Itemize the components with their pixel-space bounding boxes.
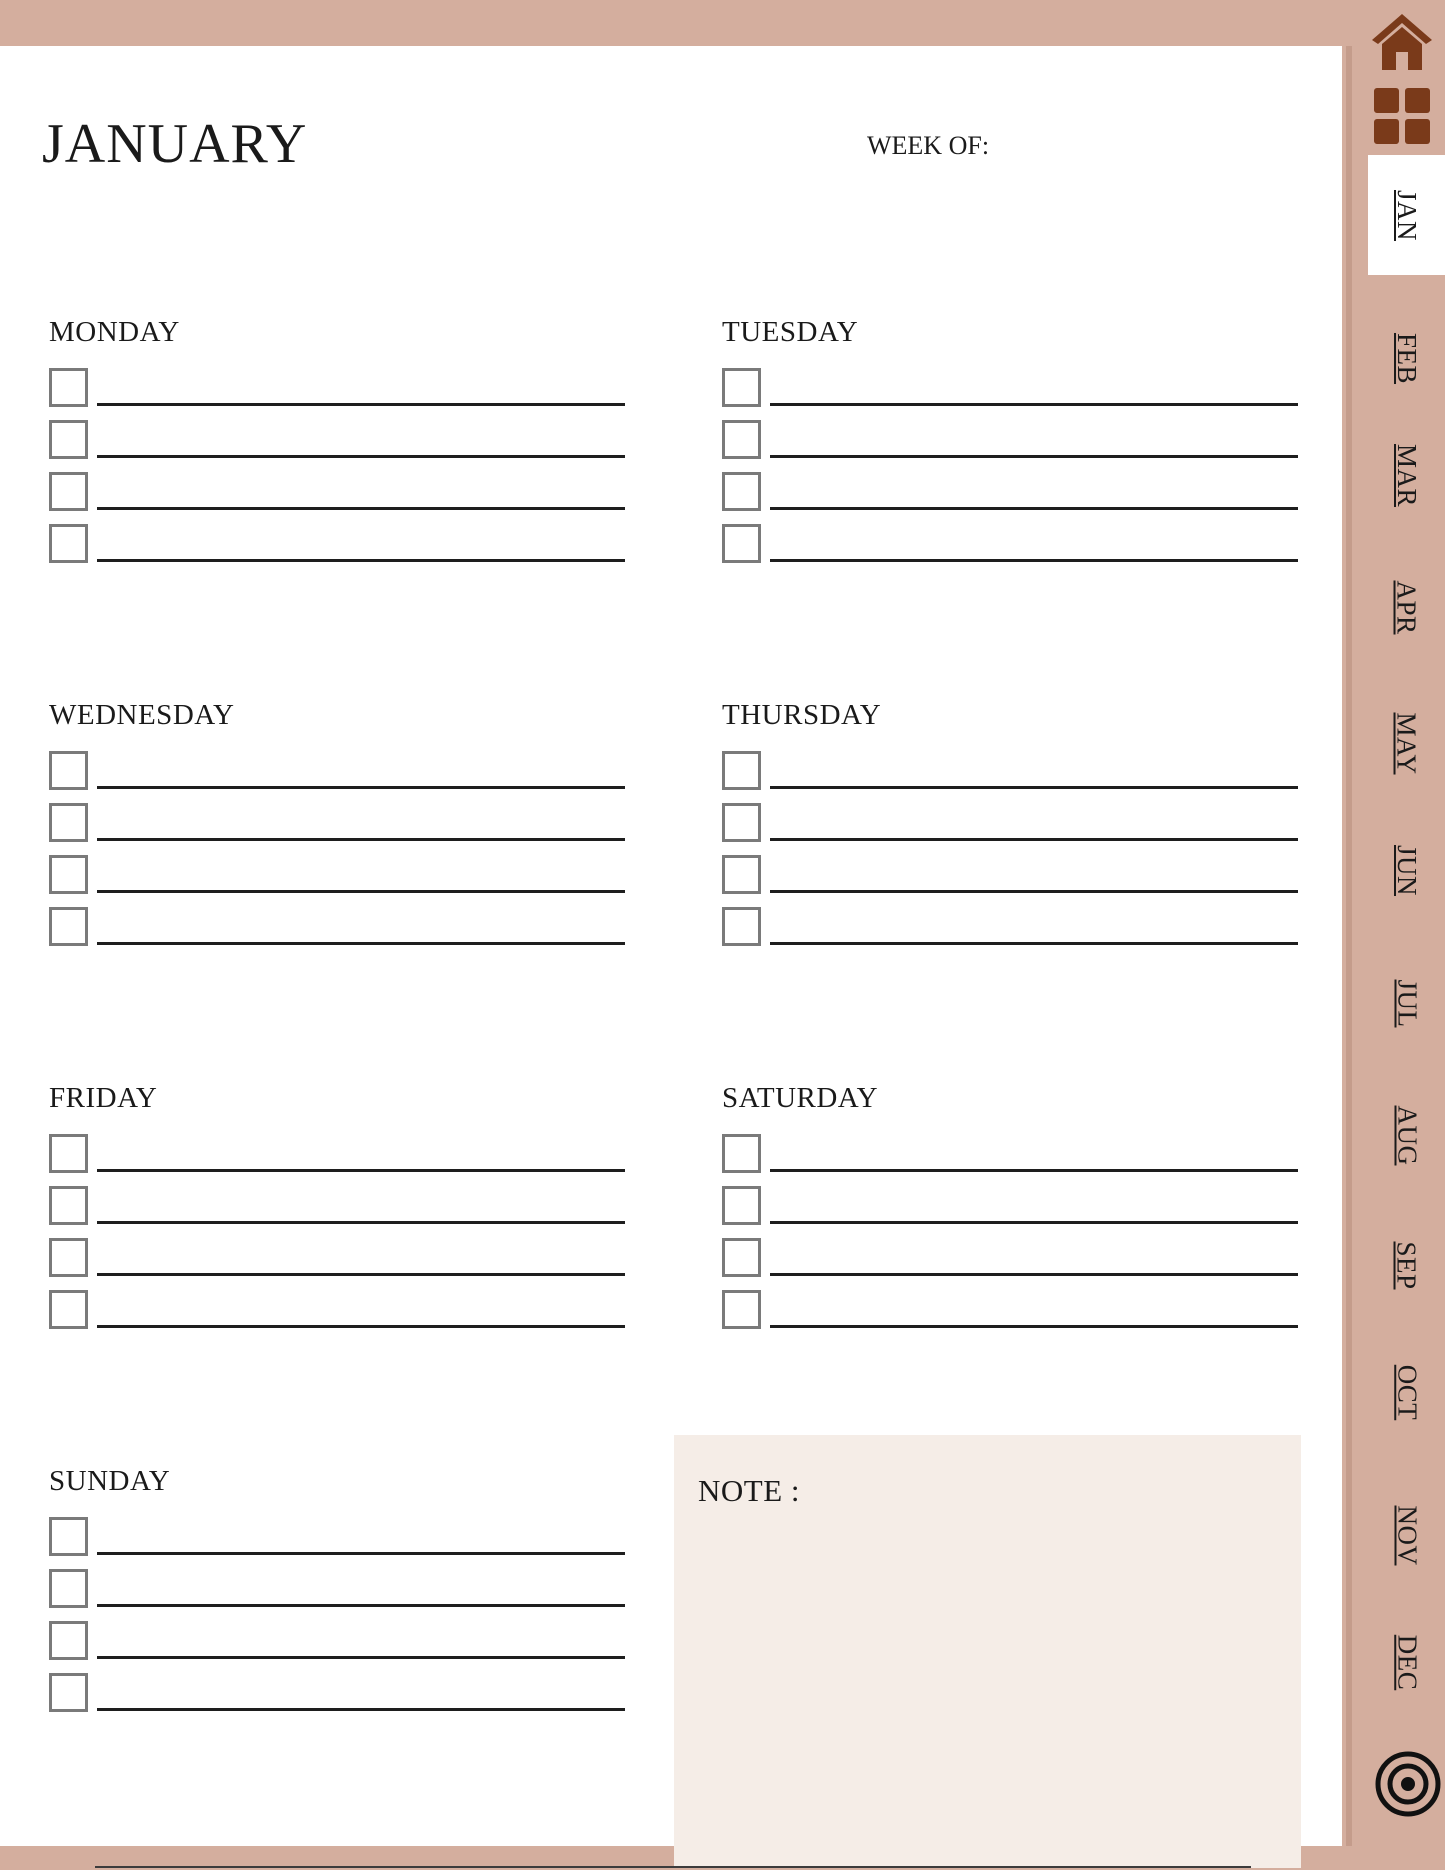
task-checkbox[interactable] <box>722 1186 761 1225</box>
task-row <box>49 1569 629 1621</box>
day-section-tuesday <box>722 318 1302 576</box>
task-checkbox[interactable] <box>722 1134 761 1173</box>
task-checkbox[interactable] <box>722 907 761 946</box>
task-row <box>49 803 629 855</box>
day-name: SATURDAY <box>722 1082 879 1114</box>
task-line[interactable] <box>770 942 1298 945</box>
bottom-divider <box>95 1866 1251 1868</box>
month-tab-label: OCT <box>1392 1364 1422 1420</box>
task-checkbox[interactable] <box>722 751 761 790</box>
month-tab-jan[interactable] <box>1368 155 1445 275</box>
task-row <box>722 1238 1302 1290</box>
task-line[interactable] <box>97 1656 625 1659</box>
task-line[interactable] <box>770 890 1298 893</box>
task-checkbox[interactable] <box>49 855 88 894</box>
task-row <box>49 1673 629 1725</box>
task-checkbox[interactable] <box>722 420 761 459</box>
day-name: FRIDAY <box>49 1082 158 1114</box>
task-row <box>49 1621 629 1673</box>
day-section-sunday <box>49 1467 629 1725</box>
task-line[interactable] <box>770 403 1298 406</box>
month-tab-label: APR <box>1392 579 1422 635</box>
task-line[interactable] <box>770 1221 1298 1224</box>
task-line[interactable] <box>97 942 625 945</box>
task-line[interactable] <box>97 507 625 510</box>
task-line[interactable] <box>97 1325 625 1328</box>
month-sidebar <box>1352 0 1445 1870</box>
day-name: WEDNESDAY <box>49 699 235 731</box>
task-checkbox[interactable] <box>722 472 761 511</box>
task-checkbox[interactable] <box>722 855 761 894</box>
month-tab-oct[interactable] <box>1368 1332 1445 1452</box>
task-checkbox[interactable] <box>722 803 761 842</box>
month-tab-label: AUG <box>1392 1105 1422 1165</box>
task-checkbox[interactable] <box>49 1569 88 1608</box>
task-checkbox[interactable] <box>49 751 88 790</box>
day-section-wednesday <box>49 701 629 959</box>
task-checkbox[interactable] <box>49 368 88 407</box>
month-tab-label: FEB <box>1392 332 1422 384</box>
task-row <box>722 803 1302 855</box>
month-tab-label: SEP <box>1392 1240 1422 1290</box>
task-line[interactable] <box>97 786 625 789</box>
task-checkbox[interactable] <box>722 524 761 563</box>
month-tab-label: NOV <box>1392 1505 1422 1565</box>
task-row <box>722 524 1302 576</box>
task-checkbox[interactable] <box>49 1517 88 1556</box>
task-checkbox[interactable] <box>49 1134 88 1173</box>
task-checkbox[interactable] <box>49 1290 88 1329</box>
month-tab-label: JUL <box>1392 979 1422 1027</box>
task-row <box>49 420 629 472</box>
month-tab-apr[interactable] <box>1368 547 1445 667</box>
month-tab-sep[interactable] <box>1368 1205 1445 1325</box>
task-row <box>49 524 629 576</box>
task-line[interactable] <box>770 786 1298 789</box>
task-checkbox[interactable] <box>722 1290 761 1329</box>
page-title: JANUARY <box>42 113 308 175</box>
day-section-friday <box>49 1084 629 1342</box>
task-checkbox[interactable] <box>49 524 88 563</box>
task-line[interactable] <box>97 890 625 893</box>
task-checkbox[interactable] <box>49 803 88 842</box>
month-tab-mar[interactable] <box>1368 415 1445 535</box>
month-tab-dec[interactable] <box>1368 1602 1445 1722</box>
day-name: SUNDAY <box>49 1465 171 1497</box>
note-box[interactable] <box>674 1435 1301 1868</box>
task-row <box>49 1238 629 1290</box>
task-line[interactable] <box>97 1552 625 1555</box>
task-line[interactable] <box>97 838 625 841</box>
task-row <box>722 1186 1302 1238</box>
task-line[interactable] <box>770 455 1298 458</box>
task-checkbox[interactable] <box>49 1621 88 1660</box>
task-row <box>49 855 629 907</box>
task-line[interactable] <box>97 403 625 406</box>
task-row <box>49 368 629 420</box>
task-line[interactable] <box>770 507 1298 510</box>
task-checkbox[interactable] <box>722 1238 761 1277</box>
task-checkbox[interactable] <box>49 420 88 459</box>
task-line[interactable] <box>770 838 1298 841</box>
task-row <box>49 751 629 803</box>
task-row <box>722 1290 1302 1342</box>
task-row <box>722 368 1302 420</box>
home-icon[interactable] <box>1370 10 1434 74</box>
note-label: NOTE : <box>698 1473 801 1508</box>
day-section-saturday <box>722 1084 1302 1342</box>
task-line[interactable] <box>770 1325 1298 1328</box>
day-section-monday <box>49 318 629 576</box>
task-row <box>722 472 1302 524</box>
task-row <box>722 907 1302 959</box>
month-tab-nov[interactable] <box>1368 1475 1445 1595</box>
target-icon[interactable] <box>1374 1750 1442 1818</box>
month-tab-label: MAR <box>1391 443 1422 507</box>
task-row <box>49 1517 629 1569</box>
task-line[interactable] <box>97 1604 625 1607</box>
task-line[interactable] <box>770 559 1298 562</box>
task-line[interactable] <box>770 1273 1298 1276</box>
month-tab-jun[interactable] <box>1368 810 1445 930</box>
task-row <box>49 907 629 959</box>
task-row <box>722 751 1302 803</box>
task-line[interactable] <box>97 1273 625 1276</box>
task-checkbox[interactable] <box>49 472 88 511</box>
month-tab-may[interactable] <box>1368 683 1445 803</box>
task-line[interactable] <box>97 1221 625 1224</box>
task-checkbox[interactable] <box>49 1186 88 1225</box>
task-row <box>722 855 1302 907</box>
task-checkbox[interactable] <box>49 907 88 946</box>
grid-icon[interactable] <box>1374 88 1430 144</box>
task-row <box>722 420 1302 472</box>
task-row <box>722 1134 1302 1186</box>
task-line[interactable] <box>97 1169 625 1172</box>
planner-page <box>0 46 1342 1846</box>
month-tab-label: MAY <box>1392 711 1422 775</box>
task-row <box>49 1186 629 1238</box>
month-tab-aug[interactable] <box>1368 1075 1445 1195</box>
task-line[interactable] <box>770 1169 1298 1172</box>
day-name: MONDAY <box>49 316 180 348</box>
day-name: TUESDAY <box>722 316 859 348</box>
task-row <box>49 1134 629 1186</box>
task-row <box>49 1290 629 1342</box>
task-line[interactable] <box>97 455 625 458</box>
task-row <box>49 472 629 524</box>
week-of-label: WEEK OF: <box>867 131 990 160</box>
month-tab-feb[interactable] <box>1368 298 1445 418</box>
month-tab-label: JUN <box>1391 844 1422 896</box>
task-checkbox[interactable] <box>722 368 761 407</box>
day-section-thursday <box>722 701 1302 959</box>
task-checkbox[interactable] <box>49 1238 88 1277</box>
month-tab-label: DEC <box>1392 1634 1422 1690</box>
task-line[interactable] <box>97 559 625 562</box>
month-tab-label: JAN <box>1391 189 1422 241</box>
month-tab-jul[interactable] <box>1368 943 1445 1063</box>
day-name: THURSDAY <box>722 699 882 731</box>
task-checkbox[interactable] <box>49 1673 88 1712</box>
task-line[interactable] <box>97 1708 625 1711</box>
